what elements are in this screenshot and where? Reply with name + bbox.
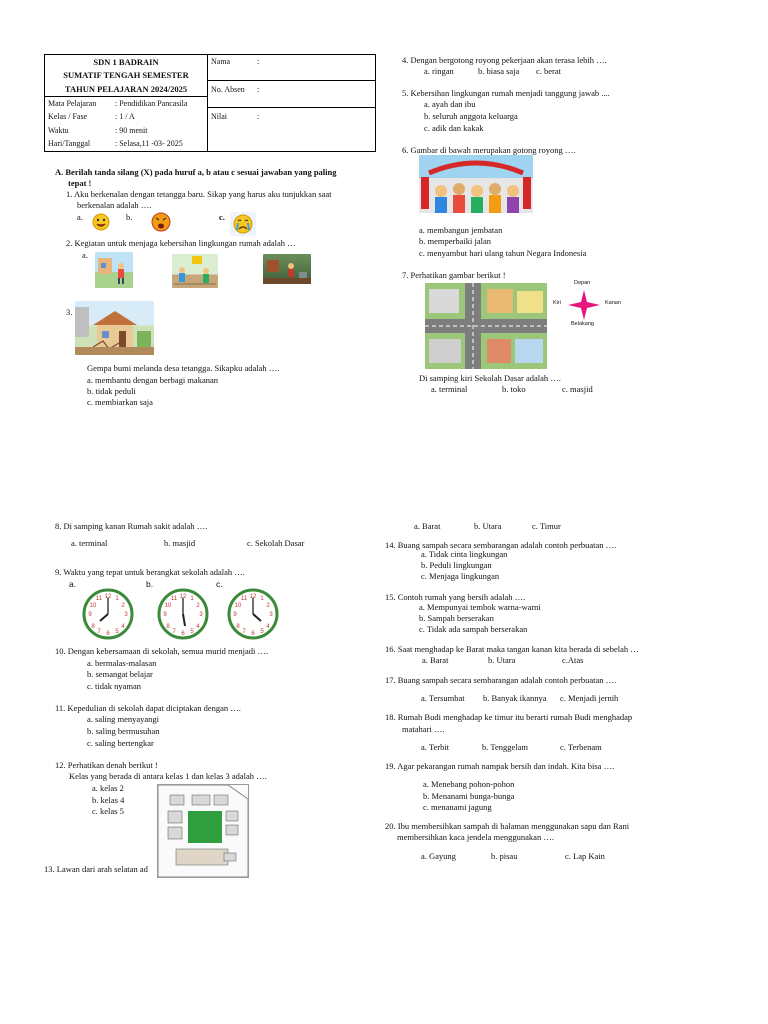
- q20-option-b[interactable]: b. pisau: [491, 851, 518, 861]
- q17-option-b[interactable]: b. Banyak ikannya: [483, 693, 547, 703]
- time-value: : 90 menit: [115, 126, 148, 135]
- q12-option-a[interactable]: a. kelas 2: [92, 783, 124, 793]
- svg-text:9: 9: [233, 612, 237, 618]
- q8-text: 8. Di samping kanan Rumah sakit adalah ….: [55, 521, 208, 531]
- q2-image-b: [172, 254, 218, 288]
- q6-option-b[interactable]: b. memperbaiki jalan: [419, 236, 491, 246]
- q18-text-2: matahari ….: [402, 724, 445, 734]
- svg-text:2: 2: [266, 603, 270, 609]
- q15-option-b[interactable]: b. Sampah berserakan: [419, 613, 494, 623]
- svg-text:10: 10: [89, 603, 97, 609]
- svg-text:4: 4: [121, 624, 125, 630]
- q16-option-c[interactable]: c.Atas: [562, 655, 584, 665]
- q3-option-a[interactable]: a. membantu dengan berbagi makanan: [87, 375, 218, 385]
- angry-emoji-icon: [150, 212, 172, 232]
- q7-text: 7. Perhatikan gambar berikut !: [402, 270, 506, 280]
- clock-a-icon: [82, 588, 134, 640]
- svg-text:2: 2: [121, 603, 125, 609]
- compass-star-icon: [568, 290, 600, 320]
- smile-emoji-icon: [92, 213, 110, 231]
- svg-text:1: 1: [115, 596, 119, 602]
- q20-option-c[interactable]: c. Lap Kain: [565, 851, 605, 861]
- q2-option-a[interactable]: a.: [82, 250, 88, 260]
- q19-option-a[interactable]: a. Menebang pohon-pohon: [423, 779, 515, 789]
- q14-option-b[interactable]: b. Peduli lingkungan: [421, 560, 492, 570]
- subject-value: : Pendidikan Pancasila: [115, 99, 188, 108]
- svg-text:9: 9: [88, 612, 92, 618]
- q5-option-a[interactable]: a. ayah dan ibu: [424, 99, 476, 109]
- q8-option-c[interactable]: c. Sekolah Dasar: [247, 538, 305, 548]
- q15-option-a[interactable]: a. Mempunyai tembok warna-warni: [419, 602, 541, 612]
- q7-town-map: [425, 283, 547, 369]
- q17-text: 17. Buang sampah secara sembarangan adalah contoh perbuatan ….: [385, 675, 617, 685]
- q20-text-2: membersihkan kaca jendela menggunakan ….: [397, 832, 554, 842]
- q3-number: 3.: [66, 307, 73, 317]
- q6-option-c[interactable]: c. menyambut hari ulang tahun Negara Indonesia: [419, 248, 587, 258]
- q15-option-c[interactable]: c. Tidak ada sampah berserakan: [419, 624, 528, 634]
- q19-option-c[interactable]: c. menanami jagung: [423, 802, 492, 812]
- q7-question: Di samping kiri Sekolah Dasar adalah ….: [419, 373, 561, 383]
- q12-option-c[interactable]: c. kelas 5: [92, 806, 124, 816]
- svg-text:8: 8: [166, 624, 170, 630]
- svg-text:6: 6: [251, 631, 255, 637]
- q4-option-c[interactable]: c. berat: [536, 66, 562, 76]
- q1-option-c[interactable]: c.: [219, 212, 225, 222]
- q13-option-b[interactable]: b. Utara: [474, 521, 502, 531]
- q13-option-a[interactable]: a. Barat: [414, 521, 441, 531]
- svg-text:5: 5: [115, 629, 119, 635]
- q17-option-a[interactable]: a. Tersumbat: [421, 693, 465, 703]
- q18-option-c[interactable]: c. Terbenam: [560, 742, 602, 752]
- q7-option-a[interactable]: a. terminal: [431, 384, 468, 394]
- q14-option-a[interactable]: a. Tidak cinta lingkungan: [421, 549, 508, 559]
- svg-text:5: 5: [190, 629, 194, 635]
- svg-text:8: 8: [236, 624, 240, 630]
- q14-text: 14. Buang sampah secara sembarangan adalah contoh perbuatan ….: [385, 540, 617, 550]
- q14-option-c[interactable]: c. Menjaga lingkungan: [421, 571, 500, 581]
- q4-option-a[interactable]: a. ringan: [424, 66, 454, 76]
- svg-text:10: 10: [164, 603, 172, 609]
- q6-option-a[interactable]: a. membangun jembatan: [419, 225, 503, 235]
- svg-text:6: 6: [181, 631, 185, 637]
- svg-text:7: 7: [242, 629, 246, 635]
- absen-field[interactable]: :: [257, 85, 260, 94]
- svg-text:11: 11: [95, 596, 103, 602]
- q16-option-a[interactable]: a. Barat: [422, 655, 449, 665]
- q10-text: 10. Dengan kebersamaan di sekolah, semua murid menjadi ….: [55, 646, 269, 656]
- q3-earthquake-image: [75, 301, 154, 355]
- q19-text: 19. Agar pekarangan rumah nampak bersih dan indah. Kita bisa ….: [385, 761, 615, 771]
- svg-text:1: 1: [260, 596, 264, 602]
- svg-text:3: 3: [199, 612, 203, 618]
- q1-text: 1. Aku berkenalan dengan tetangga baru. Sikap yang harus aku tunjukkan saat: [66, 189, 332, 199]
- q11-text: 11. Kepedulian di sekolah dapat diciptakan dengan ….: [55, 703, 241, 713]
- subject-label: Mata Pelajaran: [48, 99, 97, 108]
- q7-option-b[interactable]: b. toko: [502, 384, 526, 394]
- date-label: Hari/Tanggal: [48, 139, 91, 148]
- q11-option-a[interactable]: a. saling menyayangi: [87, 714, 159, 724]
- svg-text:5: 5: [260, 629, 264, 635]
- school-floor-plan: [157, 784, 249, 878]
- q5-text: 5. Kebersihan lingkungan rumah menjadi tanggung jawab ....: [402, 88, 610, 98]
- svg-text:12: 12: [179, 594, 187, 600]
- compass-right-label: Kanan: [605, 300, 621, 306]
- svg-text:11: 11: [170, 596, 178, 602]
- q1-option-b[interactable]: b.: [126, 212, 133, 222]
- q2-image-c: [263, 254, 311, 284]
- svg-text:7: 7: [172, 629, 176, 635]
- q17-option-c[interactable]: c. Menjadi jernih: [560, 693, 619, 703]
- q9-option-a[interactable]: a.: [69, 579, 77, 589]
- q8-option-b[interactable]: b. masjid: [164, 538, 196, 548]
- compass-left-label: Kiri: [553, 300, 561, 306]
- name-label: Nama: [211, 57, 231, 66]
- svg-text:8: 8: [91, 624, 95, 630]
- svg-text:2: 2: [196, 603, 200, 609]
- time-label: Waktu: [48, 126, 69, 135]
- score-label: Nilai: [211, 112, 227, 121]
- q11-option-b[interactable]: b. saling bermusuhan: [87, 726, 160, 736]
- q12-text: 12. Perhatikan denah berikut !: [55, 760, 158, 770]
- svg-text:10: 10: [234, 603, 242, 609]
- q8-option-a[interactable]: a. terminal: [71, 538, 108, 548]
- q10-option-c[interactable]: c. tidak nyaman: [87, 681, 142, 691]
- class-value: : 1 / A: [115, 112, 135, 121]
- svg-text:1: 1: [190, 596, 194, 602]
- section-a-instruction: A. Berilah tanda silang (X) pada huruf a, b atau c sesuai jawaban yang paling: [55, 167, 337, 177]
- svg-text:6: 6: [106, 631, 110, 637]
- q16-option-b[interactable]: b. Utara: [488, 655, 516, 665]
- q12-option-b[interactable]: b. kelas 4: [92, 795, 125, 805]
- q18-option-a[interactable]: a. Terbit: [421, 742, 450, 752]
- q2-image-a: [95, 252, 133, 288]
- q5-option-c[interactable]: c. adik dan kakak: [424, 123, 484, 133]
- q6-text: 6. Gambar di bawah merupakan gotong royong ….: [402, 145, 576, 155]
- q20-text: 20. Ibu membersihkan sampah di halaman menggunakan sapu dan Rani: [385, 821, 630, 831]
- exam-title: SUMATIF TENGAH SEMESTER: [63, 70, 189, 80]
- q13-text: 13. Lawan dari arah selatan ad: [44, 864, 148, 874]
- compass-bottom-label: Belakang: [571, 321, 594, 327]
- q1-text-2: berkenalan adalah ….: [77, 200, 152, 210]
- q16-text: 16. Saat menghadap ke Barat maka tangan kanan kita berada di sebelah …: [385, 644, 639, 654]
- q4-text: 4. Dengan bergotong royong pekerjaan akan terasa lebih ….: [402, 55, 607, 65]
- svg-text:12: 12: [104, 594, 112, 600]
- q9-option-c[interactable]: c.: [216, 579, 223, 589]
- svg-text:4: 4: [266, 624, 270, 630]
- q1-option-a[interactable]: a.: [77, 212, 83, 222]
- q4-option-b[interactable]: b. biasa saja: [478, 66, 520, 76]
- q11-option-c[interactable]: c. saling bertengkar: [87, 738, 154, 748]
- svg-text:3: 3: [269, 612, 273, 618]
- class-label: Kelas / Fase: [48, 112, 88, 121]
- q3-option-b[interactable]: b. tidak peduli: [87, 386, 136, 396]
- svg-text:3: 3: [124, 612, 128, 618]
- compass-top-label: Depan: [574, 280, 591, 286]
- q2-text: 2. Kegiatan untuk menjaga kebersihan lingkungan rumah adalah …: [66, 238, 296, 248]
- clock-b-icon: [157, 588, 209, 640]
- q3-option-c[interactable]: c. membiarkan saja: [87, 397, 153, 407]
- q12-question: Kelas yang berada di antara kelas 1 dan kelas 3 adalah ….: [69, 771, 267, 781]
- q18-text: 18. Rumah Budi menghadap ke timur itu berarti rumah Budi menghadap: [385, 712, 633, 722]
- q10-option-a[interactable]: a. bermalas-malasan: [87, 658, 157, 668]
- q13-option-c[interactable]: c. Timur: [532, 521, 561, 531]
- clock-c-icon: [227, 588, 279, 640]
- header-table: [44, 54, 376, 152]
- crying-emoji-icon: [230, 212, 256, 236]
- svg-text:9: 9: [163, 612, 167, 618]
- school-name: SDN 1 BADRAIN: [93, 57, 159, 67]
- score-field[interactable]: :: [257, 112, 260, 121]
- svg-text:12: 12: [249, 594, 257, 600]
- q3-text: Gempa bumi melanda desa tetangga. Sikapku adalah ….: [87, 363, 280, 373]
- q19-option-b[interactable]: b. Menanami bunga-bunga: [423, 791, 515, 801]
- svg-text:4: 4: [196, 624, 200, 630]
- q5-option-b[interactable]: b. seluruh anggota keluarga: [424, 111, 518, 121]
- q9-option-b[interactable]: b.: [146, 579, 154, 589]
- school-year: TAHUN PELAJARAN 2024/2025: [64, 84, 188, 94]
- q10-option-b[interactable]: b. semangat belajar: [87, 669, 153, 679]
- q15-text: 15. Contoh rumah yang bersih adalah ….: [385, 592, 526, 602]
- section-a-instruction-2: tepat !: [68, 178, 92, 188]
- q6-gotong-royong-image: [419, 155, 533, 213]
- q9-text: 9. Waktu yang tepat untuk berangkat sekolah adalah ….: [55, 567, 245, 577]
- q20-option-a[interactable]: a. Gayung: [421, 851, 456, 861]
- date-value: : Selasa,11 -03- 2025: [115, 139, 183, 148]
- q18-option-b[interactable]: b. Tenggelam: [482, 742, 528, 752]
- name-field[interactable]: :: [257, 57, 260, 66]
- svg-text:7: 7: [97, 629, 101, 635]
- svg-text:11: 11: [240, 596, 248, 602]
- q7-option-c[interactable]: c. masjid: [562, 384, 593, 394]
- absen-label: No. Absen: [211, 85, 245, 94]
